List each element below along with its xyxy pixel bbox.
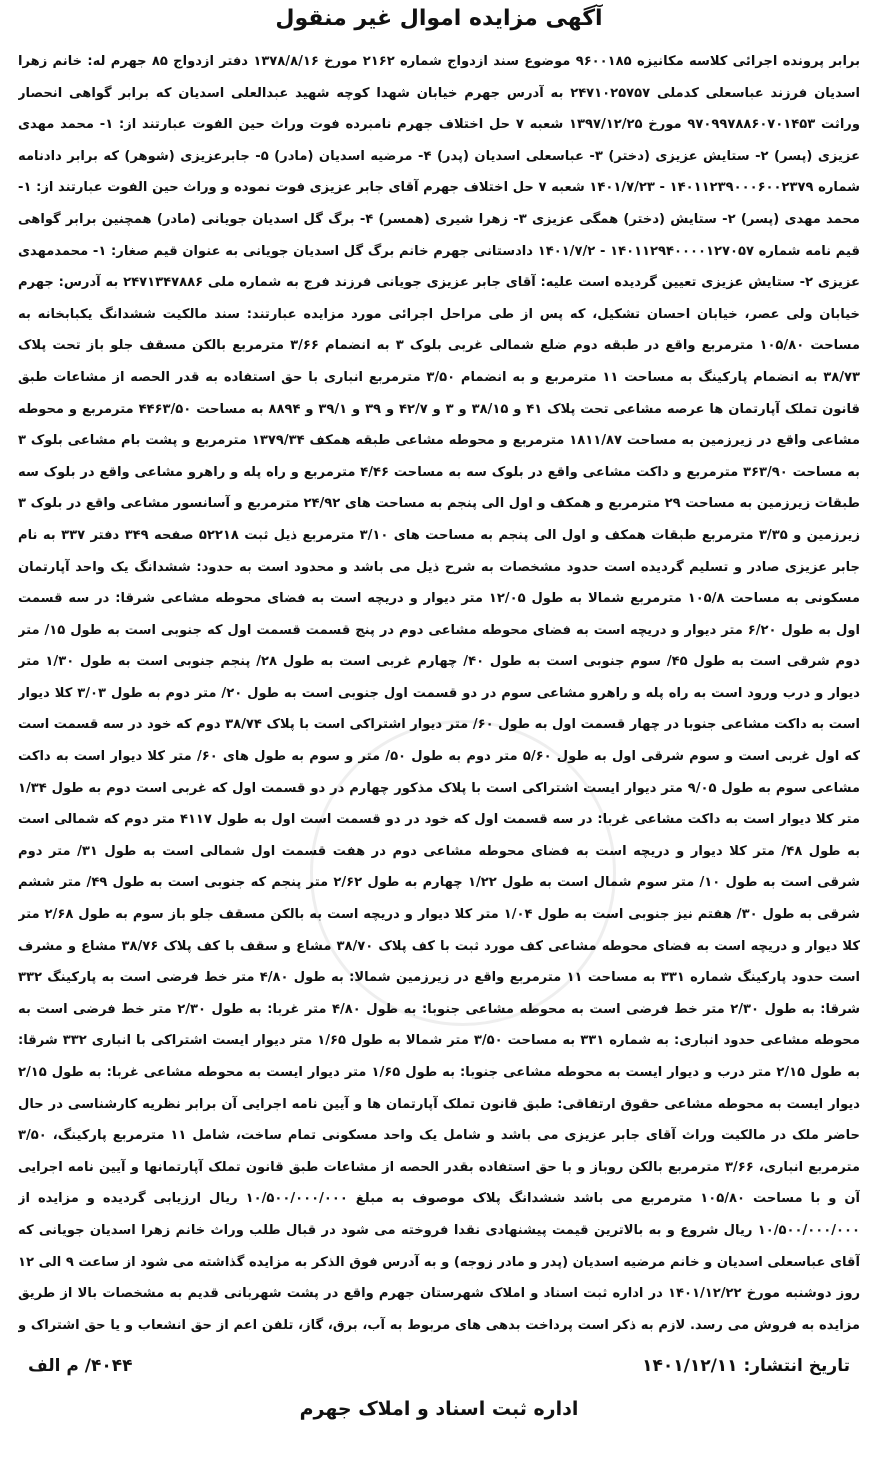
notice-footer (28, 1356, 850, 1386)
notice-body (18, 46, 860, 1336)
notice-code: ۴۰۴۴/ م الف (28, 1356, 133, 1376)
notice-paragraph: برابر پرونده اجرائی کلاسه مکانیزه ۹۶۰۰۱۸۵ موضوع سند ازدواج شماره ۲۱۶۲ مورخ ۱۳۷۸/۸/۱۶ دفتر ازدواج ۸۵ جهرم له: خانم زهرا اسدیان فرزند عباسعلی کدملی ۲۴۷۱۰۲۵۷۵۷ به آدرس جهرم خیابان شهدا کوچه شهید عبدالعلی اسدیان که برابر گواهی انحصار وراثت ۹۷۰۹۹۷۸۸۶۰۷۰۱۴۵۳ مورخ ۱۳۹۷/۱۲/۲۵ شعبه ۷ حل اختلاف جهرم نامبرده فوت وراث حین الفوت عبارتند از: ۱- محمد مهدی عزیزی (پسر) ۲- ستایش عزیزی (دختر) ۳- عباسعلی اسدیان (پدر) ۴- مرضیه اسدیان (مادر) ۵- جابرعزیزی (شوهر) که برابر دادنامه شماره ۱۴۰۱۱۲۳۹۰۰۰۶۰۰۲۳۷۹ - ۱۴۰۱/۷/۲۳ شعبه ۷ حل اختلاف جهرم آقای جابر عزیزی فوت نموده و وراث حین الفوت عبارتند از: ۱- محمد مهدی (پسر) ۲- ستایش (دختر) همگی عزیزی ۳- زهرا شیری (همسر) ۴- برگ گل اسدیان جویانی (مادر) همچنین برابر گواهی قیم نامه شماره ۱۴۰۱۱۲۹۴۰۰۰۰۱۲۷۰۵۷ - ۱۴۰۱/۷/۲ دادستانی جهرم خانم برگ گل اسدیان جویانی به عنوان قیم صغار: ۱- محمدمهدی عزیزی ۲- ستایش عزیزی تعیین گردیده است علیه: آقای جابر عزیزی جویانی فرزند فرج به شماره ملی ۲۴۷۱۳۴۷۸۸۶ به آدرس: جهرم خیابان ولی عصر، خیابان احسان تشکیل، که پس از طی مراحل اجرائی مورد مزایده عبارتند: سند مالکیت ششدانگ یکبابخانه به مساحت ۱۰۵/۸۰ مترمربع واقع در طبقه دوم ضلع شمالی غربی بلوک ۳ به انضمام ۳/۶۶ مترمربع بالکن مسقف جلو باز تحت پلاک ۳۸/۷۳ به انضمام پارکینگ به مساحت ۱۱ مترمربع و به انضمام ۳/۵۰ مترمربع انباری با حق استفاده به قدر الحصه از مشاعات طبق قانون تملک آپارتمان ها عرصه مشاعی تحت پلاک ۴۱ و ۳۸/۱۵ و ۳ و ۴۲/۷ و ۳۹ و ۳۹/۱ و ۸۸۹۴ به مساحت ۴۴۶۳/۵۰ مترمربع و محوطه مشاعی واقع در زیرزمین به مساحت ۱۸۱۱/۸۷ مترمربع و محوطه مشاعی طبقه همکف ۱۳۷۹/۳۴ مترمربع و پشت بام مشاعی بلوک ۳ به مساحت ۳۶۳/۹۰ مترمربع و داکت مشاعی واقع در بلوک سه به مساحت ۴/۴۶ مترمربع و راه پله و راهرو مشاعی واقع در بلوک سه طبقات زیرزمین به مساحت ۲۹ مترمربع و همکف و اول الی پنجم به مساحت های ۲۴/۹۲ مترمربع و آسانسور مشاعی واقع در بلوک ۳ زیرزمین و ۳/۳۵ مترمربع طبقات همکف و اول الی پنجم به مساحت های ۳/۱۰ مترمربع ذیل ثبت ۵۲۲۱۸ صفحه ۳۴۹ دفتر ۳۳۷ به نام جابر عزیزی صادر و تسلیم گردیده است حدود مشخصات به شرح ذیل می باشد و محدود است به حدود: ششدانگ یک واحد آپارتمان مسکونی به مساحت ۱۰۵/۸ مترمربع شمالا به طول ۱۲/۰۵ متر دیوار و دریچه است به فضای محوطه مشاعی شرقا: در سه قسمت اول به طول ۶/۲۰ متر دیوار و دریچه است به فضای محوطه مشاعی دوم در پنج قسمت قسمت اول که جنوبی است به طول ۱۵/ متر دوم شرقی است به طول ۴۵/ سوم جنوبی است به طول ۴۰/ چهارم غربی است به طول ۲۸/ پنجم جنوبی است به طول ۱/۳۰ متر دیوار و درب ورود است به راه پله و راهرو مشاعی سوم در دو قسمت اول جنوبی است به طول ۲۰/ متر دوم به طول ۳/۰۳ کلا دیوار است به داکت مشاعی جنوبا در چهار قسمت اول به طول ۶۰/ متر دیوار اشتراکی است با پلاک ۳۸/۷۴ دوم که خود در سه قسمت است که اول غربی است و سوم شرقی اول به طول ۵/۶۰ متر دوم به طول ۵۰/ متر و سوم به طول های ۶۰/ متر کلا دیوار است به داکت مشاعی سوم به طول ۹/۰۵ متر دیوار ایست اشتراکی است با پلاک مذکور چهارم در دو قسمت اول که غربی است دوم به طول ۱/۳۴ متر کلا دیوار است به داکت مشاعی غربا: در سه قسمت اول که خود در دو قسمت است اول به طول ۴۱۱۷ متر دوم که شمالی است به طول ۴۸/ متر کلا دیوار و دریچه است به فضای محوطه مشاعی دوم در هفت قسمت اول شمالی است به طول ۳۱/ متر دوم شرقی است به طول ۱۰/ متر سوم شمال است به طول ۱/۲۲ چهارم به طول ۲/۶۲ متر پنجم که جنوبی است به طول ۴۹/ متر ششم شرقی به طول ۳۰/ هفتم نیز جنوبی است به طول ۱/۰۴ متر کلا دیوار و دریچه است به بالکن مسقف جلو باز سوم به طول ۲/۶۸ متر کلا دیوار و دریچه است به فضای محوطه مشاعی کف مورد ثبت با کف پلاک ۳۸/۷۰ مشاع و سقف با کف پلاک ۳۸/۷۶ مشاع و مشرف است حدود پارکینگ شماره ۳۳۱ به مساحت ۱۱ مترمربع واقع در زیرزمین شمالا: به طول ۴/۸۰ متر خط فرضی است به پارکینگ ۳۳۲ شرقا: به طول ۲/۳۰ متر خط فرضی است به محوطه مشاعی جنوبا: به طول ۴/۸۰ متر غربا: به طول ۲/۳۰ متر خط فرضی است به محوطه مشاعی حدود انباری: به شماره ۳۳۱ به مساحت ۳/۵۰ متر شمالا به طول ۱/۶۵ متر دیوار ایست اشتراکی با انباری ۳۳۲ شرقا: به طول ۲/۱۵ متر درب و دیوار ایست به محوطه مشاعی جنوبا: به طول ۱/۶۵ متر دیوار ایست به محوطه مشاعی غربا: به طول ۲/۱۵ دیوار ایست به محوطه مشاعی حقوق ارتفاقی: طبق قانون تملک آپارتمان ها و آیین نامه اجرایی آن برابر نظریه کارشناسی در حال حاضر ملک در مالکیت وراث آقای جابر عزیزی می باشد و شامل یک واحد مسکونی تمام ساخت، شامل ۱۱ مترمربع پارکینگ، ۳/۵۰ مترمربع انباری، ۳/۶۶ مترمربع بالکن روباز و با حق استفاده بقدر الحصه از مشاعات طبق قانون تملک آپارتمانها و آیین نامه اجرایی آن و با مساحت ۱۰۵/۸۰ مترمربع می باشد ششدانگ پلاک موصوف به مبلغ ۱۰/۵۰۰/۰۰۰/۰۰۰ ریال ارزیابی گردیده و مزایده از ۱۰/۵۰۰/۰۰۰/۰۰۰ ریال شروع و به بالاترین قیمت پیشنهادی نقدا فروخته می شود در قبال طلب وراث خانم زهرا اسدیان جویانی که آقای عباسعلی اسدیان و خانم مرضیه اسدیان (پدر و مادر زوجه) و به آدرس فوق الذکر به مزایده گذاشته می شود از ساعت ۹ الی ۱۲ روز دوشنبه مورخ ۱۴۰۱/۱۲/۲۲ در اداره ثبت اسناد و املاک شهرستان جهرم واقع در پشت شهربانی قدیم به مشخصات بالا از طریق مزایده به فروش می رسد. لازم به ذکر است پرداخت بدهی های مربوط به آب، برق، گاز، تلفن اعم از حق انشعاب و یا حق اشتراک و (18, 54, 860, 1333)
publish-date: تاریخ انتشار: ۱۴۰۱/۱۲/۱۱ (642, 1356, 850, 1376)
issuer-signature: اداره ثبت اسناد و املاک جهرم (299, 1398, 579, 1420)
notice-title: آگهی مزایده اموال غیر منقول (275, 6, 603, 31)
